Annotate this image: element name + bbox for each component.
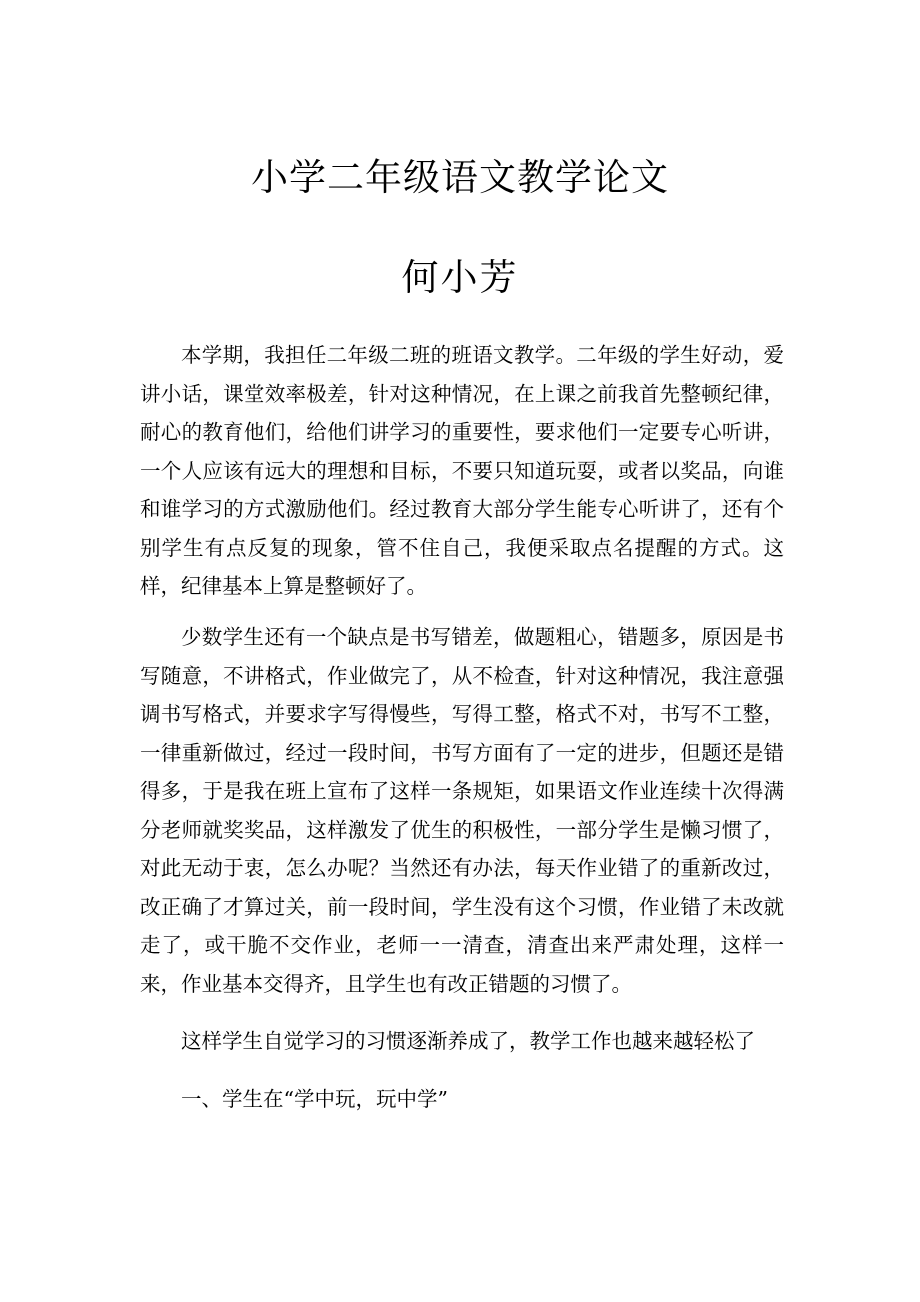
- document-author: 何小芳: [401, 256, 519, 299]
- paragraph-habits: 这样学生自觉学习的习惯逐渐养成了，教学工作也越来越轻松了: [181, 1029, 755, 1053]
- paragraph-homework: 少数学生还有一个缺点是书写错差，做题粗心，错题多，原因是书写随意，不讲格式，作业做完了，从不检查，针对这种情况，我注意强调书写格式，并要求字写得慢些，写得工整，格式不对，书写不工整，一律重新做过，经过一段时间，书写方面有了一定的进步，但题还是错得多，于是我在班上宣布了这样一条规矩，如果语文作业连续十次得满分老师就奖奖品，这样激发了优生的积极性，一部分学生是懒习惯了，对此无动于衷，怎么办呢？当然还有办法，每天作业错了的重新改过，改正确了才算过关，前一段时间，学生没有这个习惯，作业错了未改就走了，或干脆不交作业，老师一一清查，清查出来严肃处理，这样一来，作业基本交得齐，且学生也有改正错题的习惯了。: [140, 625, 784, 996]
- paragraph-discipline: 本学期，我担任二年级二班的班语文教学。二年级的学生好动，爱讲小话，课堂效率极差，针对这种情况，在上课之前我首先整顿纪律，耐心的教育他们，给他们讲学习的重要性，要求他们一定要专心听讲，一个人应该有远大的理想和目标，不要只知道玩耍，或者以奖品，向谁和谁学习的方式激励他们。经过教育大部分学生能专心听讲了，还有个别学生有点反复的现象，管不住自己，我便采取点名提醒的方式。这样，纪律基本上算是整顿好了。: [140, 343, 784, 598]
- section-heading-1: 一、学生在“学中玩，玩中学”: [181, 1087, 448, 1111]
- document-title: 小学二年级语文教学论文: [251, 156, 669, 199]
